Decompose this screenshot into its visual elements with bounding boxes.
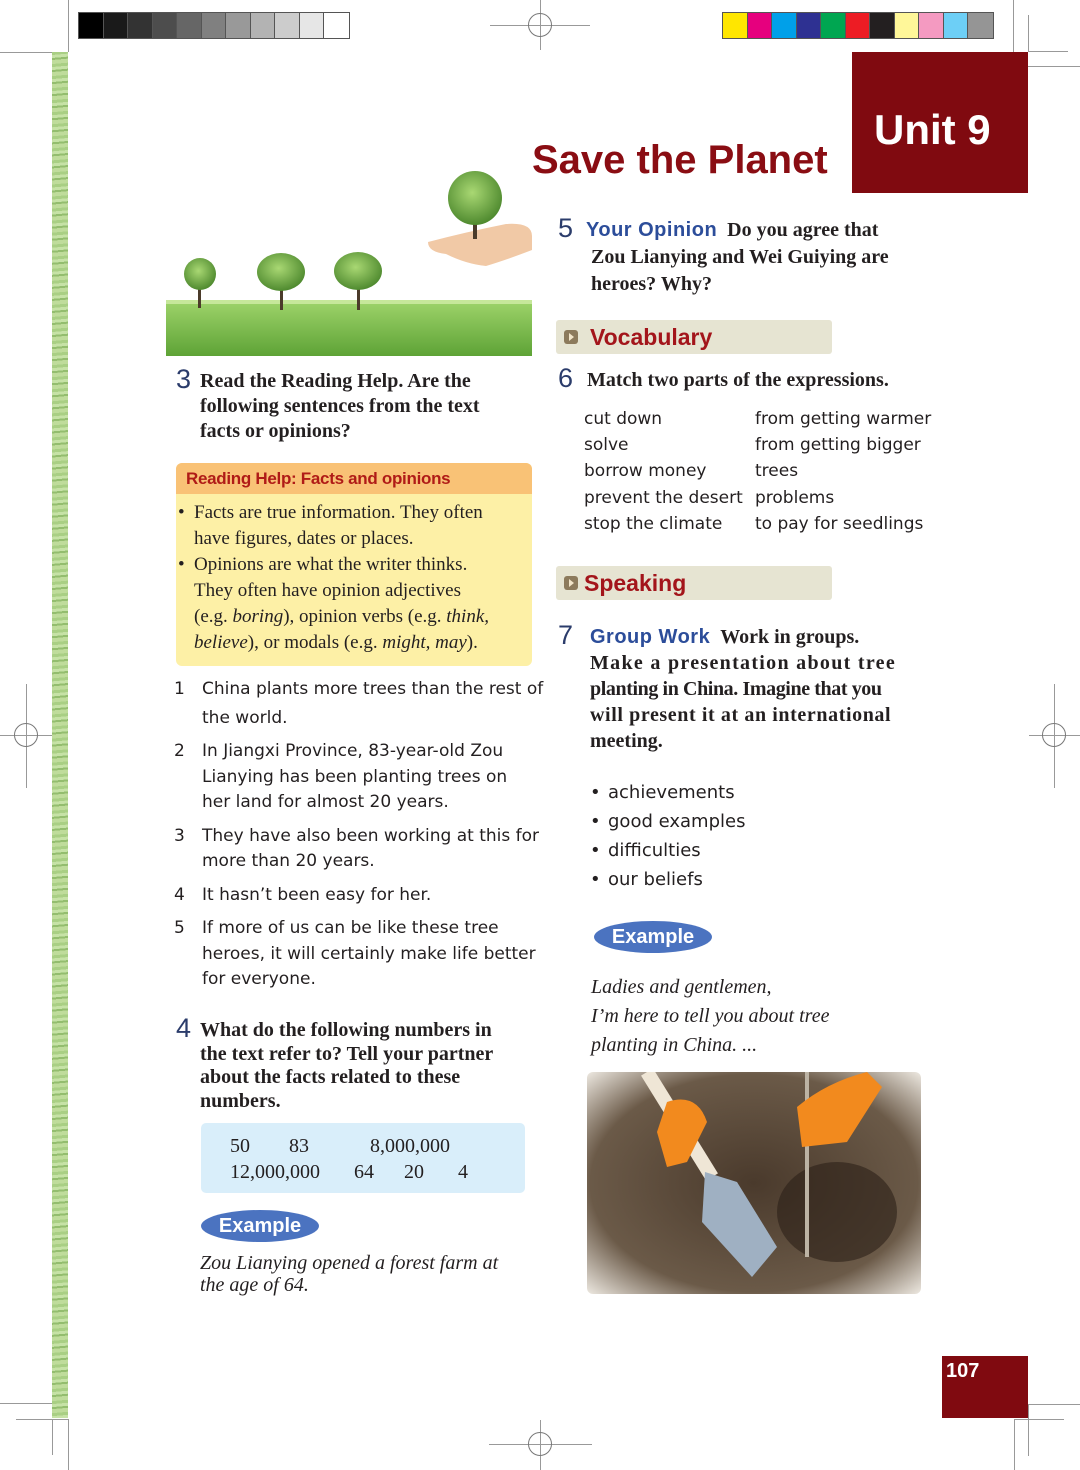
bullet-line: • Facts are true information. They often (194, 502, 483, 523)
color-swatch (275, 13, 300, 38)
list-item (174, 916, 544, 993)
instruction-line: the text refer to? Tell your partner (200, 1042, 494, 1065)
exercise-number: 6 (558, 363, 574, 393)
example-line: I’m here to tell you about tree (591, 1005, 830, 1027)
item-line: Lianying has been planting trees on (202, 766, 508, 787)
number-item: 50 (230, 1135, 250, 1157)
exercise-7 (558, 620, 918, 754)
item-number: 2 (174, 741, 185, 761)
color-swatch (748, 13, 773, 38)
reading-help-title: Reading Help: Facts and opinions (176, 463, 532, 494)
instruction-line: What do the following numbers in (200, 1019, 492, 1041)
color-swatch (772, 13, 797, 38)
item-line: for everyone. (202, 969, 316, 989)
match-right-item: trees (755, 461, 799, 482)
color-swatch (944, 13, 969, 38)
number-item: 83 (289, 1135, 309, 1157)
text: (e.g. (194, 606, 233, 627)
item-number: 1 (174, 679, 185, 699)
section-label: Speaking (584, 570, 687, 596)
item-line: If more of us can be like these tree (202, 918, 499, 938)
color-swatch (895, 13, 920, 38)
decorative-grass-strip (52, 52, 68, 1418)
example-text (200, 1252, 498, 1296)
instruction-line: facts or opinions? (200, 420, 351, 442)
reading-help-bullet (194, 500, 532, 552)
topic-bullets (590, 778, 745, 894)
section-header-speaking (556, 566, 832, 600)
page-number-badge (942, 1356, 1028, 1418)
item-number: 4 (174, 884, 185, 905)
italic-text: boring (232, 606, 284, 627)
grayscale-color-bar (78, 12, 350, 39)
instruction-text: heroes? Why? (591, 273, 712, 295)
list-item (174, 739, 544, 816)
item-line: It hasn’t been easy for her. (202, 884, 432, 905)
example-badge: Example (201, 1210, 319, 1242)
example-line: Ladies and gentlemen, (591, 976, 772, 998)
page-title: Save the Planet (532, 138, 828, 182)
section-label: Vocabulary (590, 324, 713, 350)
bullet-line (194, 604, 532, 630)
instruction-text: Match two parts of the expressions. (587, 369, 889, 391)
color-swatch (300, 13, 325, 38)
page-number: 107 (946, 1360, 980, 1382)
color-swatch (821, 13, 846, 38)
exercise-5 (558, 213, 928, 298)
match-left-column (584, 406, 743, 537)
bullet-line (194, 630, 532, 656)
number-item: 4 (458, 1161, 468, 1183)
bullet-item: • achievements (590, 778, 745, 807)
item-line: the world. (202, 707, 288, 728)
item-line: They have also been working at this for (202, 825, 540, 846)
color-swatch (324, 13, 349, 38)
exercise-number: 4 (176, 1013, 192, 1043)
play-icon (564, 576, 578, 590)
instruction-text: Do you agree that (727, 219, 879, 241)
example-badge: Example (594, 921, 712, 953)
exercise-number: 3 (176, 364, 192, 394)
instruction-line: Read the Reading Help. Are the (200, 370, 471, 392)
numbers-box (201, 1123, 525, 1193)
color-swatch (177, 13, 202, 38)
color-swatch (919, 13, 944, 38)
cmyk-color-bar (722, 12, 994, 39)
color-swatch (104, 13, 129, 38)
match-left-item: solve (584, 435, 629, 456)
text: ), or modals (e.g. (247, 632, 383, 653)
match-right-column (755, 406, 931, 537)
match-right-item: from getting bigger (755, 435, 921, 456)
number-item: 20 (404, 1161, 424, 1183)
matching-table (584, 406, 932, 537)
color-swatch (79, 13, 104, 38)
text: ). (466, 632, 478, 653)
color-swatch (251, 13, 276, 38)
reading-help-box (176, 463, 532, 666)
number-item: 64 (354, 1161, 374, 1183)
bullet-line: They often have opinion adjectives (194, 580, 461, 601)
section-header-vocabulary (556, 320, 832, 354)
example-text (591, 973, 829, 1060)
list-item (174, 824, 544, 875)
match-left-item: stop the climate (584, 513, 723, 534)
match-right-item: from getting warmer (755, 409, 932, 429)
example-line: planting in China. ... (591, 1034, 758, 1056)
color-swatch (128, 13, 153, 38)
instruction-text: Work in groups. (720, 626, 860, 648)
color-swatch (846, 13, 871, 38)
bullet-line: have figures, dates or places. (194, 528, 414, 549)
instruction-text: will present it at an international (590, 704, 892, 726)
item-number: 3 (174, 825, 185, 846)
color-swatch (797, 13, 822, 38)
item-line: In Jiangxi Province, 83-year-old Zou (202, 741, 504, 761)
bullet-item: • our beliefs (590, 865, 745, 894)
example-line: the age of 64. (200, 1274, 309, 1296)
example-line: Zou Lianying opened a forest farm at (200, 1252, 499, 1274)
bullet-line: • Opinions are what the writer thinks. (194, 554, 468, 575)
hand-with-tree-icon (428, 171, 532, 266)
play-icon (564, 330, 578, 344)
exercise-3 (176, 364, 536, 444)
instruction-line: numbers. (200, 1089, 281, 1112)
item-line: her land for almost 20 years. (202, 792, 449, 812)
exercise-4 (176, 1013, 536, 1113)
unit-badge (852, 52, 1028, 193)
match-left-item: borrow money (584, 461, 707, 482)
instruction-text: planting in China. Imagine that you (590, 678, 882, 700)
unit-label: Unit 9 (874, 106, 991, 153)
color-swatch (226, 13, 251, 38)
text: ), opinion verbs (e.g. (283, 606, 447, 627)
item-line: heroes, it will certainly make life better (202, 943, 536, 964)
planting-image (587, 1072, 921, 1294)
bullet-item: • difficulties (590, 836, 745, 865)
italic-text: think, (446, 606, 490, 627)
match-left-item: cut down (584, 409, 663, 429)
color-swatch (202, 13, 227, 38)
bullet-item: • good examples (590, 807, 745, 836)
instruction-line: following sentences from the text (200, 395, 480, 417)
match-right-item: to pay for seedlings (755, 513, 924, 534)
list-item (174, 883, 544, 909)
list-item (174, 677, 544, 731)
instruction-text: Make a presentation about tree (590, 652, 897, 674)
exercise-number: 7 (558, 620, 574, 650)
sentence-list (174, 677, 544, 1001)
exercise-6 (558, 363, 928, 393)
color-swatch (153, 13, 178, 38)
exercise-number: 5 (558, 213, 574, 243)
instruction-text: Zou Lianying and Wei Guiying are (591, 246, 889, 268)
exercise-label: Your Opinion (586, 219, 718, 241)
item-line: more than 20 years. (202, 851, 375, 871)
color-swatch (870, 13, 895, 38)
color-swatch (968, 13, 993, 38)
trees-hand-image (166, 162, 532, 356)
italic-text: might, may (382, 632, 467, 653)
color-swatch (723, 13, 748, 38)
instruction-text: meeting. (590, 730, 663, 752)
item-line: China plants more trees than the rest of (202, 679, 544, 699)
italic-text: believe (194, 632, 248, 653)
item-number: 5 (174, 918, 185, 938)
reading-help-bullet (194, 552, 532, 656)
number-item: 12,000,000 (230, 1161, 320, 1183)
match-left-item: prevent the desert (584, 487, 743, 508)
number-item: 8,000,000 (370, 1135, 450, 1157)
instruction-line: about the facts related to these (200, 1066, 461, 1088)
exercise-label: Group Work (590, 626, 711, 648)
match-right-item: problems (755, 487, 835, 508)
